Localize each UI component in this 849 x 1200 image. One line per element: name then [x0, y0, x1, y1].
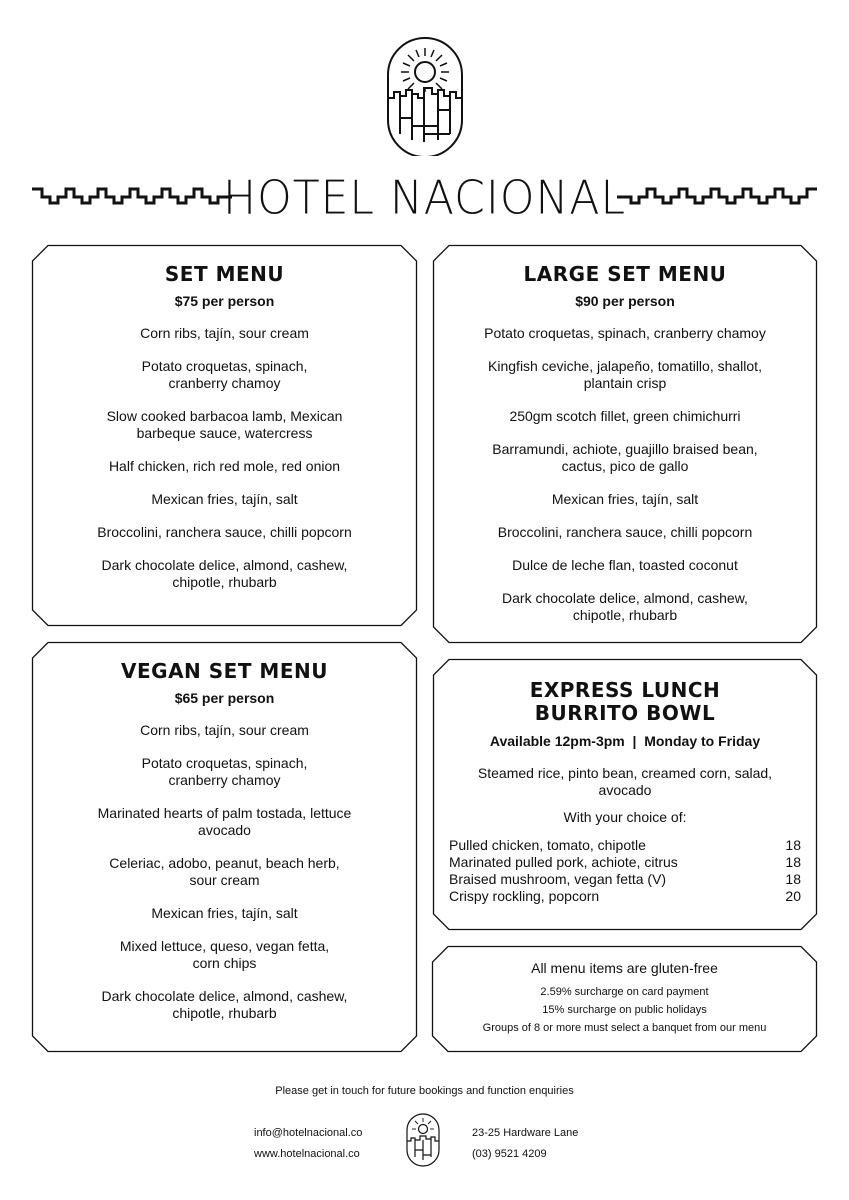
email-link[interactable]: info@hotelnacional.co — [254, 1127, 363, 1139]
menu-item: Mexican fries, tajín, salt — [151, 491, 298, 507]
express-choices — [449, 837, 801, 905]
express-lunch-panel — [433, 659, 817, 930]
large-set-menu-title: LARGE SET MENU — [523, 262, 727, 286]
contact-left — [254, 1123, 362, 1165]
menu-item: Broccolini, ranchera sauce, chilli popcorn — [97, 524, 352, 540]
vegan-set-menu-title: VEGAN SET MENU — [121, 659, 328, 683]
choice-price: 18 — [785, 871, 801, 887]
menu-item: Potato croquetas, spinach, cranberry chamoy — [141, 358, 308, 391]
menu-item: Potato croquetas, spinach, cranberry chamoy — [484, 325, 766, 341]
menu-item: Marinated hearts of palm tostada, lettuce avocado — [97, 805, 352, 838]
choice-price: 20 — [785, 888, 801, 904]
choice-name: Braised mushroom, vegan fetta (V) — [449, 871, 667, 887]
info-panel — [432, 946, 817, 1052]
choice-row — [449, 888, 801, 905]
info-line: 2.59% surcharge on card payment — [540, 986, 709, 998]
express-availability: Available 12pm-3pm | Monday to Friday — [489, 733, 761, 749]
vegan-set-menu-items — [62, 722, 387, 1022]
choice-row — [449, 854, 801, 871]
choice-price: 18 — [785, 854, 801, 870]
menu-item: Dulce de leche flan, toasted coconut — [512, 557, 738, 573]
set-menu-price: $75 per person — [174, 293, 275, 309]
enquiry-note: Please get in touch for future bookings and function enquiries — [275, 1085, 574, 1097]
large-set-menu-price: $90 per person — [575, 293, 675, 309]
contact-right — [472, 1123, 578, 1165]
menu-item: 250gm scotch fillet, green chimichurri — [509, 408, 741, 424]
express-base: Steamed rice, pinto bean, creamed corn, salad, avocado — [477, 765, 773, 798]
menu-item: Dark chocolate delice, almond, cashew, chipotle, rhubarb — [502, 590, 748, 623]
menu-item: Barramundi, achiote, guajillo braised bean, cactus, pico de gallo — [492, 441, 758, 474]
website-link[interactable]: www.hotelnacional.co — [254, 1148, 360, 1160]
set-menu-title: SET MENU — [164, 262, 285, 286]
info-line: 15% surcharge on public holidays — [542, 1004, 707, 1016]
choice-row — [449, 837, 801, 854]
gluten-free-note: All menu items are gluten-free — [531, 960, 718, 976]
large-set-menu-items — [463, 325, 787, 624]
menu-item: Broccolini, ranchera sauce, chilli popcorn — [497, 524, 753, 540]
address: 23-25 Hardware Lane — [472, 1127, 579, 1139]
choice-price: 18 — [785, 837, 801, 853]
hotel-logo-icon — [386, 36, 464, 156]
hotel-logo-small-icon — [406, 1113, 440, 1167]
hotel-name-title: HOTEL NACIONAL — [223, 171, 626, 226]
large-set-menu-panel — [433, 245, 817, 643]
vegan-set-menu-price: $65 per person — [174, 690, 275, 706]
phone-link[interactable]: (03) 9521 4209 — [472, 1148, 547, 1160]
express-lunch-title-line1: EXPRESS LUNCH — [529, 678, 721, 702]
choice-name: Crispy rockling, popcorn — [449, 888, 600, 904]
menu-item: Mixed lettuce, queso, vegan fetta, corn chips — [119, 938, 330, 971]
choice-row — [449, 871, 801, 888]
express-lunch-title-line2: BURRITO BOWL — [534, 701, 716, 725]
zigzag-border-right-icon — [617, 183, 817, 207]
menu-item: Dark chocolate delice, almond, cashew, chipotle, rhubarb — [101, 988, 348, 1021]
info-lines — [442, 985, 807, 1035]
choice-name: Marinated pulled pork, achiote, citrus — [449, 854, 678, 870]
choice-label: With your choice of: — [563, 809, 687, 825]
set-menu-panel — [32, 245, 417, 626]
menu-item: Corn ribs, tajín, sour cream — [140, 325, 309, 341]
menu-item: Half chicken, rich red mole, red onion — [108, 458, 341, 474]
menu-item: Dark chocolate delice, almond, cashew, chipotle, rhubarb — [101, 557, 348, 590]
menu-item: Potato croquetas, spinach, cranberry chamoy — [141, 755, 308, 788]
menu-item: Kingfish ceviche, jalapeño, tomatillo, shallot, plantain crisp — [488, 358, 762, 391]
menu-item: Mexican fries, tajín, salt — [151, 905, 298, 921]
menu-item: Mexican fries, tajín, salt — [551, 491, 699, 507]
menu-item: Slow cooked barbacoa lamb, Mexican barbeque sauce, watercress — [106, 408, 343, 441]
vegan-set-menu-panel — [32, 642, 417, 1052]
info-line: Groups of 8 or more must select a banquet from our menu — [482, 1022, 767, 1034]
choice-name: Pulled chicken, tomato, chipotle — [449, 837, 646, 853]
menu-item: Corn ribs, tajín, sour cream — [140, 722, 309, 738]
set-menu-items — [62, 325, 387, 591]
menu-item: Celeriac, adobo, peanut, beach herb, sour cream — [109, 855, 340, 888]
